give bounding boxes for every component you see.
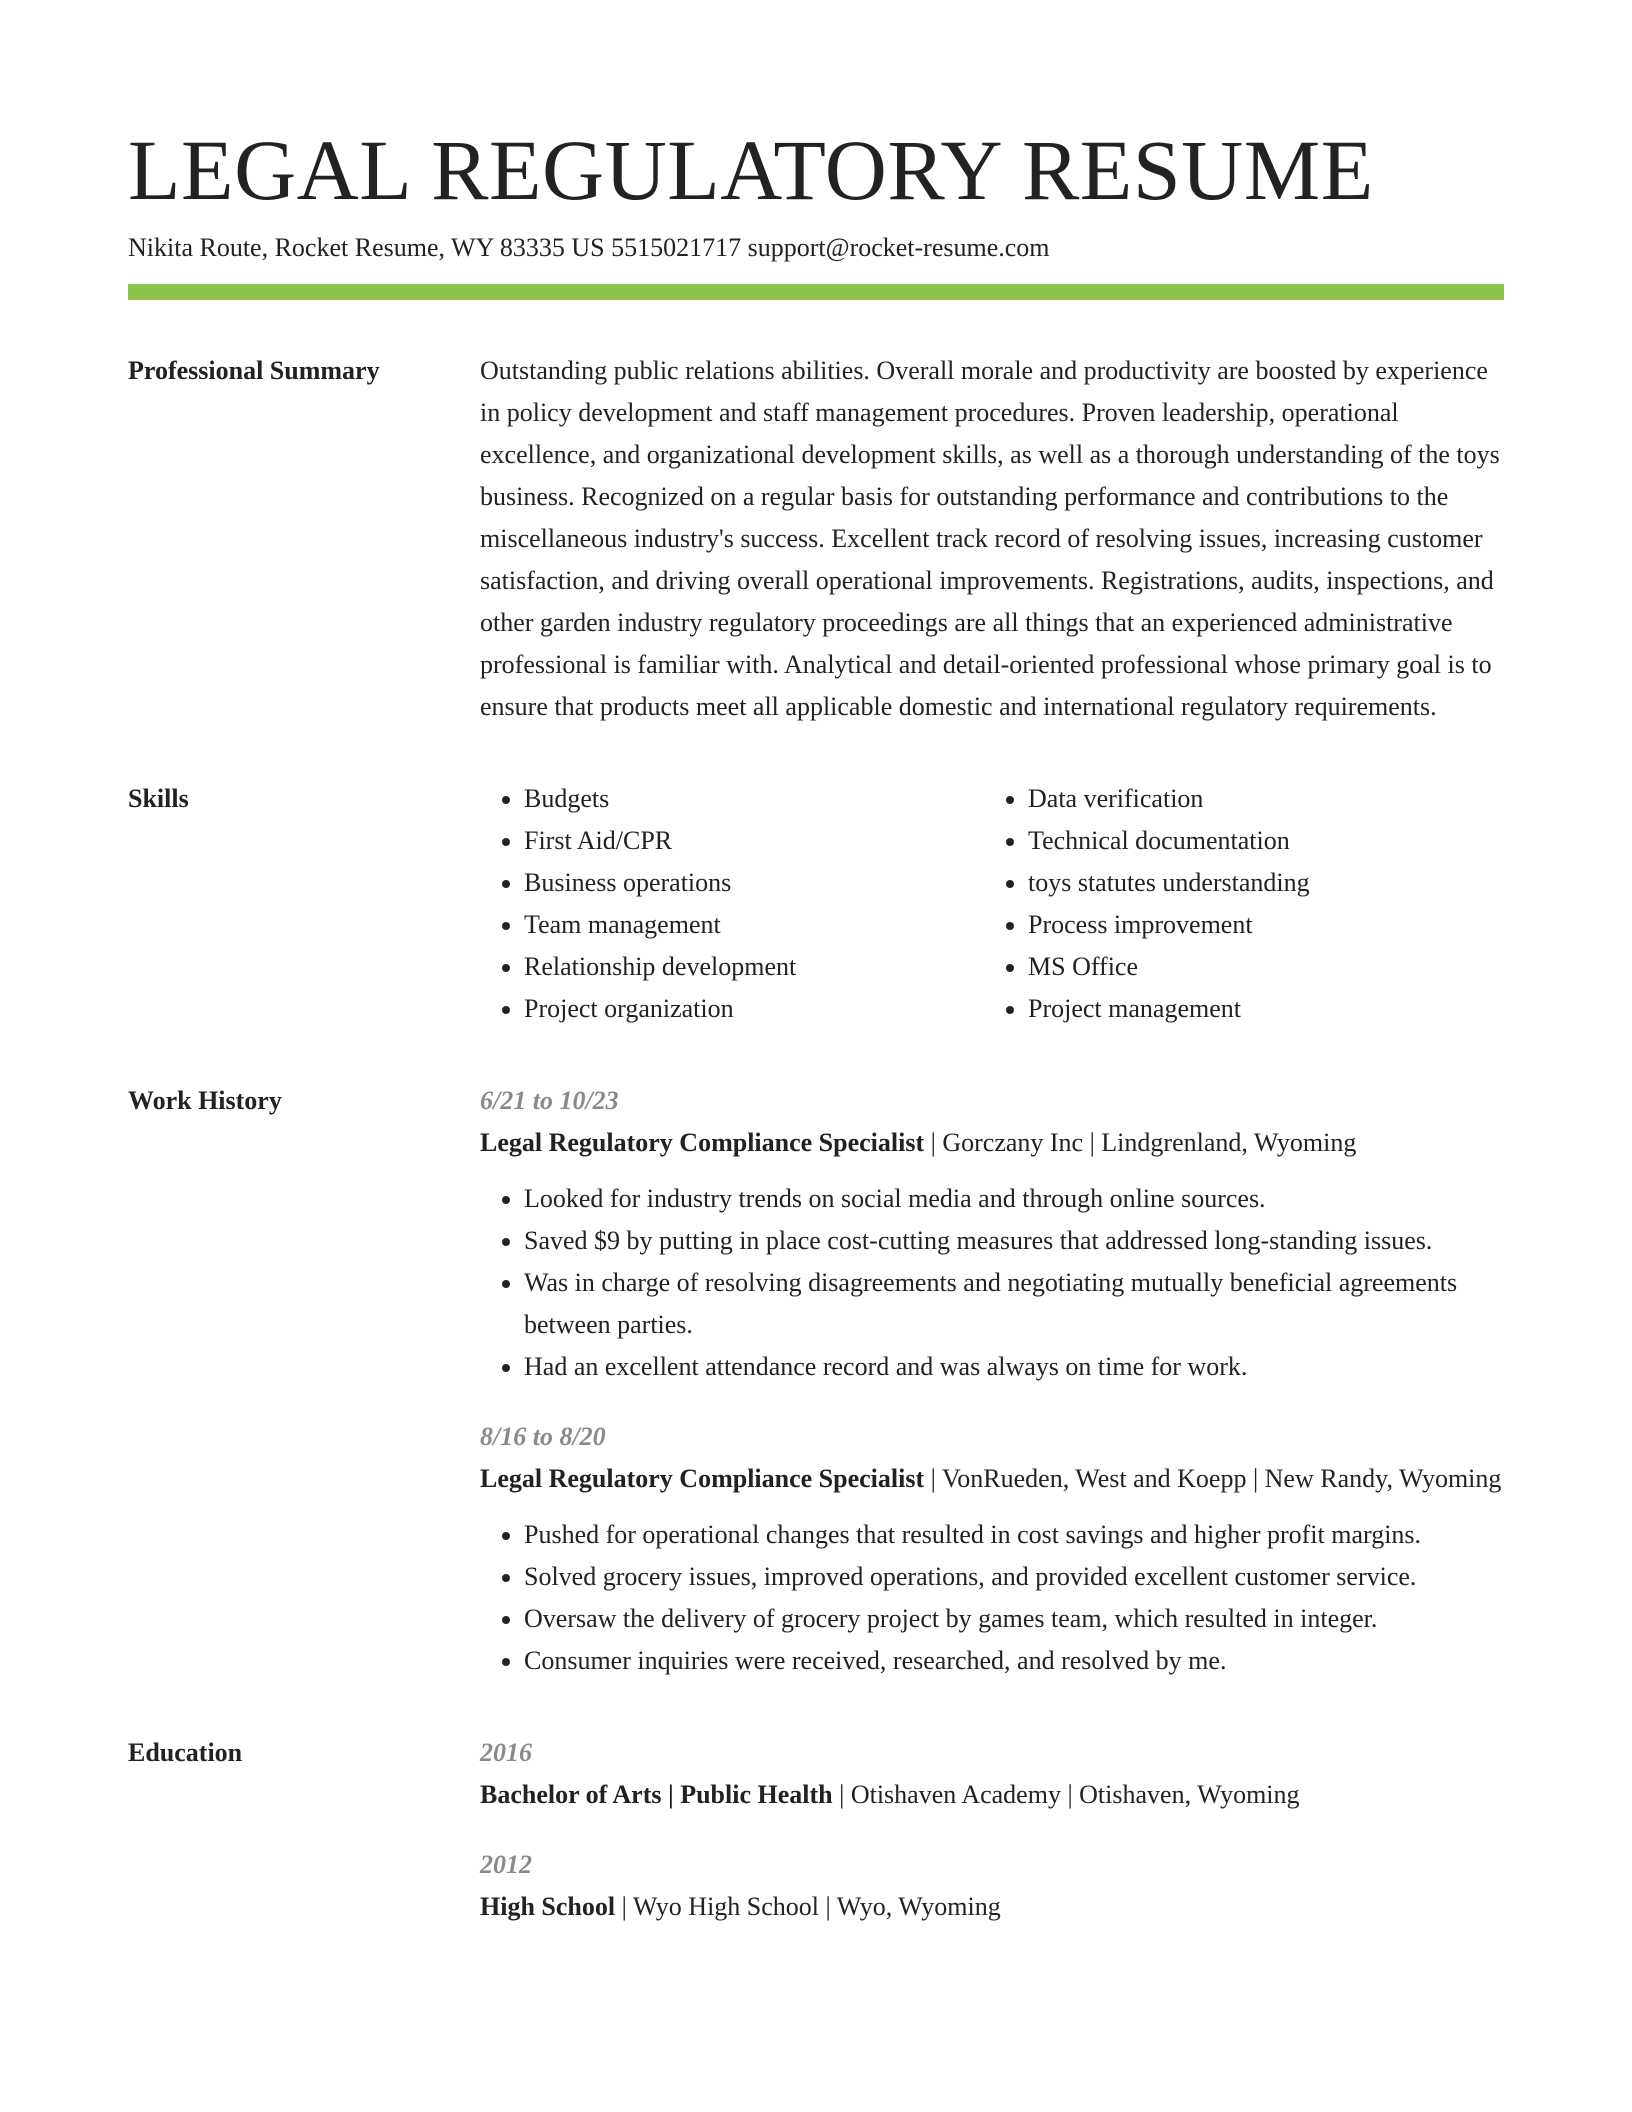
- job-title: Legal Regulatory Compliance Specialist: [480, 1464, 925, 1493]
- education-section: [128, 1732, 1504, 1956]
- education-entry: [480, 1732, 1504, 1816]
- skill-item: • Data verification: [1028, 778, 1488, 820]
- page-title: LEGAL REGULATORY RESUME: [128, 122, 1374, 218]
- education-entry: [480, 1844, 1504, 1928]
- header-divider: [128, 284, 1504, 300]
- job-bullet: • Looked for industry trends on social media and through online sources.: [524, 1178, 1504, 1220]
- job-entry: [480, 1416, 1504, 1682]
- skill-item: • Project organization: [524, 988, 984, 1030]
- job-bullet: • Had an excellent attendance record and was always on time for work.: [524, 1346, 1504, 1388]
- job-bullet: • Solved grocery issues, improved operations, and provided excellent customer service.: [524, 1556, 1504, 1598]
- summary-section: [128, 350, 1504, 728]
- skill-item: • Business operations: [524, 862, 984, 904]
- education-year: 2016: [480, 1738, 532, 1767]
- education-year: 2012: [480, 1850, 532, 1879]
- job-dates: 6/21 to 10/23: [480, 1086, 619, 1115]
- summary-text: Outstanding public relations abilities. Overall morale and productivity are boosted by experience in policy development and staff management procedures. Proven leadership, operational excellence, and organizational development skills, as well as a thorough understanding of the toys business. Recognized on a regular basis for outstanding performance and contributions to the miscellaneous industry's success. Excellent track record of resolving issues, increasing customer satisfaction, and driving overall operational improvements. Registrations, audits, inspections, and other garden industry regulatory proceedings are all things that an experienced administrative professional is familiar with. Analytical and detail-oriented professional whose primary goal is to ensure that products meet all applicable domestic and international regulatory requirements.: [480, 356, 1500, 721]
- skill-item: • MS Office: [1028, 946, 1488, 988]
- skill-item: • Relationship development: [524, 946, 984, 988]
- job-bullet: • Was in charge of resolving disagreements and negotiating mutually beneficial agreements between parties.: [524, 1262, 1504, 1346]
- skills-list-left: [480, 778, 984, 1030]
- education-degree: High School: [480, 1892, 616, 1921]
- resume-page: [128, 120, 1504, 1956]
- skill-item: • toys statutes understanding: [1028, 862, 1488, 904]
- contact-line: Nikita Route, Rocket Resume, WY 83335 US 5515021717 support@rocket-resume.com: [128, 233, 1050, 262]
- job-bullet: • Saved $9 by putting in place cost-cutting measures that addressed long-standing issues.: [524, 1220, 1504, 1262]
- skill-item: • Team management: [524, 904, 984, 946]
- skill-item: • Project management: [1028, 988, 1488, 1030]
- job-details: | VonRueden, West and Koepp | New Randy, Wyoming: [924, 1464, 1502, 1493]
- education-label: Education: [128, 1738, 243, 1767]
- job-bullet: • Consumer inquiries were received, researched, and resolved by me.: [524, 1640, 1504, 1682]
- skill-item: • First Aid/CPR: [524, 820, 984, 862]
- skill-item: • Technical documentation: [1028, 820, 1488, 862]
- education-degree: Bachelor of Arts | Public Health: [480, 1780, 833, 1809]
- education-role: [480, 1774, 1504, 1816]
- education-role: [480, 1886, 1504, 1928]
- skill-item: • Process improvement: [1028, 904, 1488, 946]
- job-bullet: • Pushed for operational changes that resulted in cost savings and higher profit margins.: [524, 1514, 1504, 1556]
- skills-label: Skills: [128, 784, 189, 813]
- job-entry: [480, 1080, 1504, 1388]
- work-history-label: Work History: [128, 1086, 282, 1115]
- skills-section: [128, 778, 1504, 1030]
- education-details: | Otishaven Academy | Otishaven, Wyoming: [832, 1780, 1300, 1809]
- job-details: | Gorczany Inc | Lindgrenland, Wyoming: [924, 1128, 1357, 1157]
- job-role: [480, 1458, 1504, 1500]
- job-bullets: [480, 1514, 1504, 1682]
- education-details: | Wyo High School | Wyo, Wyoming: [615, 1892, 1001, 1921]
- skill-item: • Budgets: [524, 778, 984, 820]
- job-dates: 8/16 to 8/20: [480, 1422, 606, 1451]
- job-bullet: • Oversaw the delivery of grocery project by games team, which resulted in integer.: [524, 1598, 1504, 1640]
- job-role: [480, 1122, 1504, 1164]
- summary-label: Professional Summary: [128, 356, 380, 385]
- work-history-section: [128, 1080, 1504, 1682]
- skills-list-right: [984, 778, 1488, 1030]
- job-title: Legal Regulatory Compliance Specialist: [480, 1128, 925, 1157]
- job-bullets: [480, 1178, 1504, 1388]
